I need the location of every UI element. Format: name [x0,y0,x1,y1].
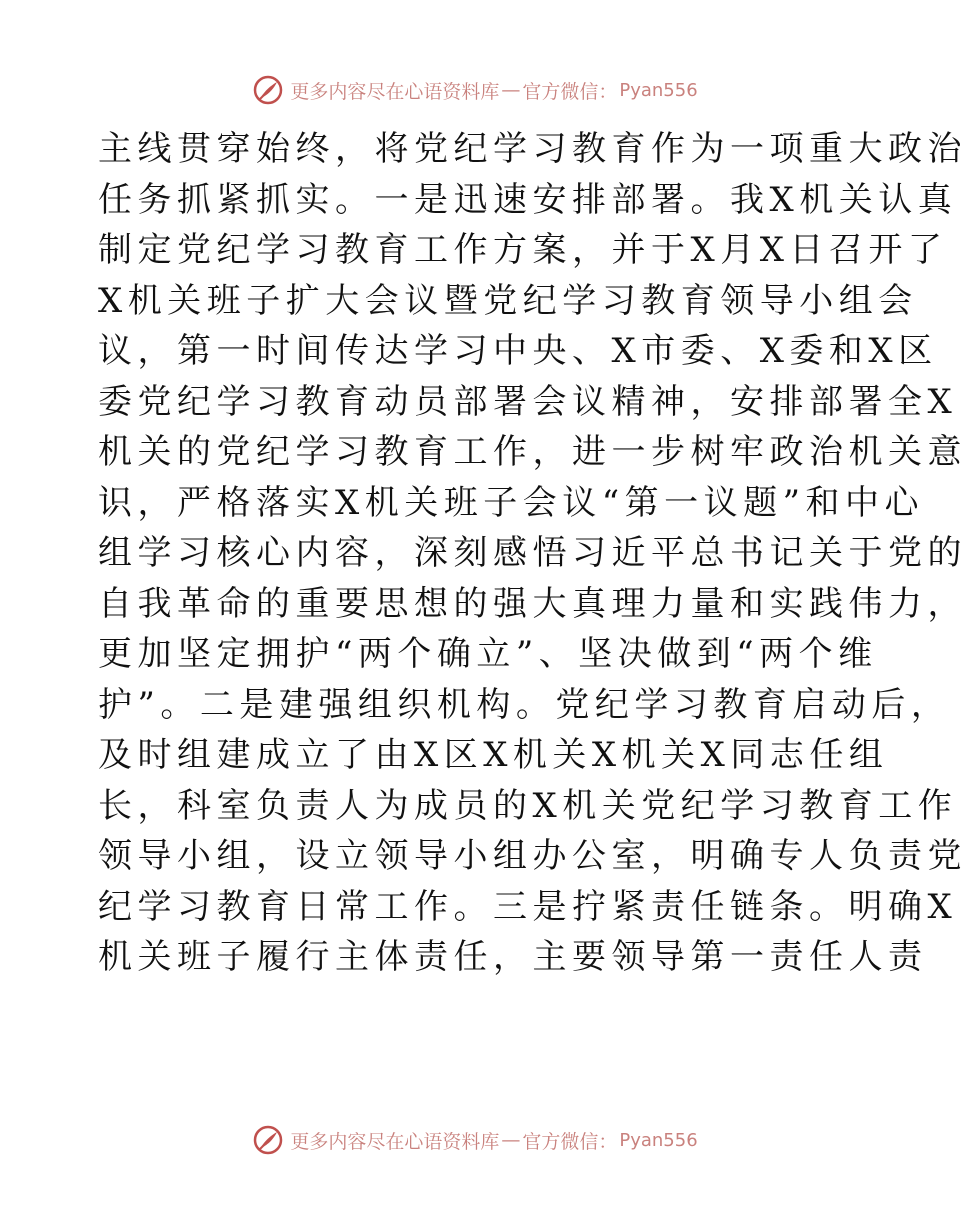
body-line: 任务抓紧抓实。一是迅速安排部署。我X机关认真 [98,179,958,220]
body-line: 机关的党纪学习教育工作，进一步树牢政治机关意 [98,432,967,472]
body-line: 制定党纪学习教育工作方案，并于X月X日召开了 [98,230,948,270]
watermark-site-text: 更多内容尽在心语资料库 [290,1130,500,1153]
quill-logo-icon [252,1124,284,1156]
body-line: 识，严格落实X机关班子会议“第一议题”和中心 [98,482,924,523]
header-watermark [0,70,950,110]
footer-watermark [0,1120,950,1160]
body-line: 护”。二是建强组织机构。党纪学习教育启动后， [98,684,951,725]
body-line: 纪学习教育日常工作。三是拧紧责任链条。明确X [98,886,958,927]
watermark-wechat-label: 官方微信： [522,1130,618,1153]
body-line: 领导小组，设立领导小组办公室，明确专人负责党 [98,836,967,876]
body-line: 委党纪学习教育动员部署会议精神，安排部署全X [98,381,958,422]
watermark-wechat-id: Pyan556 [619,79,698,101]
watermark-site-text: 更多内容尽在心语资料库 [290,80,500,103]
body-line: 机关班子履行主体责任，主要领导第一责任人责 [98,937,928,977]
document-body [98,124,967,983]
body-line: 议，第一时间传达学习中央、X市委、X委和X区 [98,331,938,371]
body-line: X机关班子扩大会议暨党纪学习教育领导小组会 [98,280,918,321]
body-line: 自我革命的重要思想的强大真理力量和实践伟力， [98,583,967,624]
watermark-wechat-label: 官方微信： [522,80,618,103]
body-line: 长，科室负责人为成员的X机关党纪学习教育工作 [98,785,958,826]
body-line: 更加坚定拥护“两个确立”、坚决做到“两个维 [98,634,878,674]
body-line: 及时组建成立了由X区X机关X机关X同志任组 [98,735,889,775]
watermark-wechat-id: Pyan556 [619,1129,698,1151]
quill-logo-icon [252,74,284,106]
body-line: 主线贯穿始终，将党纪学习教育作为一项重大政治 [98,129,967,169]
watermark-separator: — [501,79,521,101]
watermark-separator: — [501,1129,521,1151]
body-line: 组学习核心内容，深刻感悟习近平总书记关于党的 [98,533,967,573]
